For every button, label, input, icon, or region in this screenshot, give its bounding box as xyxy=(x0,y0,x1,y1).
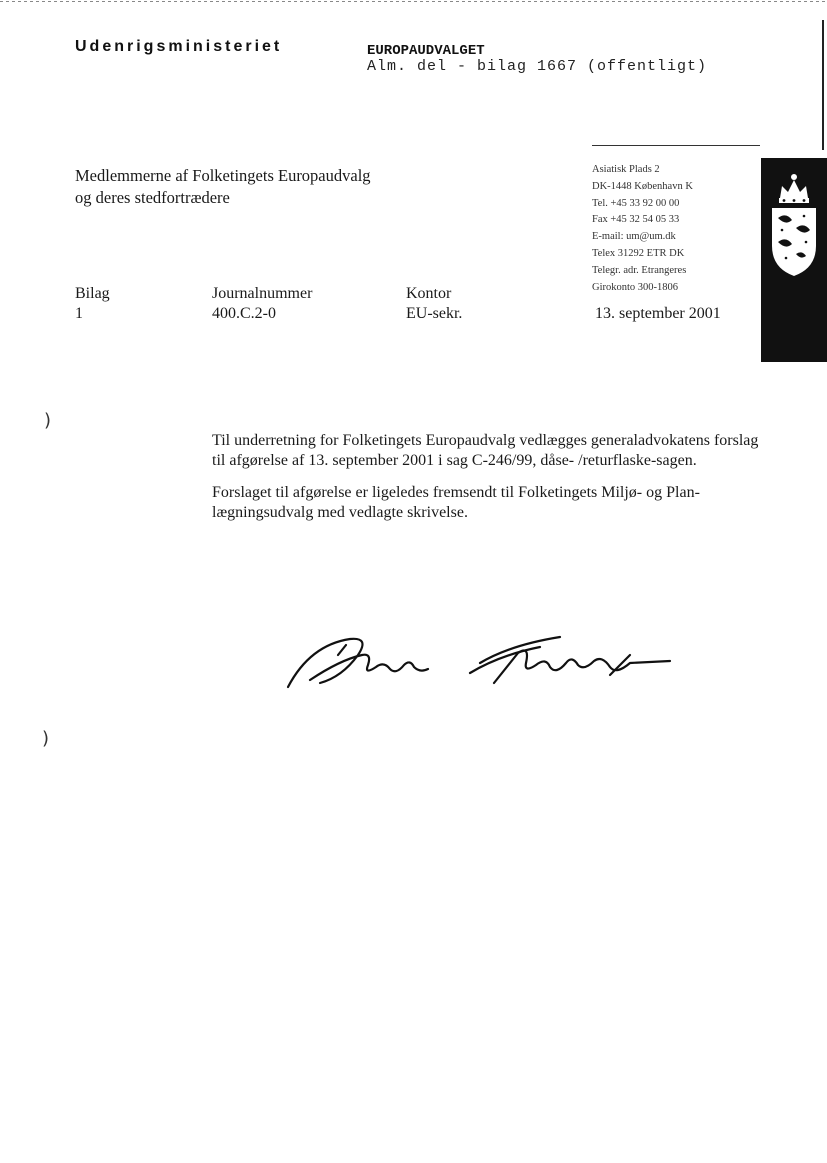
contact-giro: Girokonto 300-1806 xyxy=(592,281,679,293)
address-divider xyxy=(592,145,760,146)
letter-body xyxy=(212,431,772,535)
document-stamp: Alm. del - bilag 1667 (offentligt) xyxy=(367,58,708,75)
scan-edge-mark xyxy=(822,20,824,150)
journal-value: 400.C.2-0 xyxy=(212,305,276,322)
contact-telex: Telex 31292 ETR DK xyxy=(592,247,685,259)
kontor-value: EU-sekr. xyxy=(406,305,463,322)
recipient-block xyxy=(75,165,371,209)
contact-city: DK-1448 København K xyxy=(592,180,693,192)
body-paragraph-1: Til underretning for Folketingets Europaudvalg vedlægges generaladvokatens forslag til afgørelse af 13. september 2001 i sag C-246/99, dåse- /returflaske-sagen. xyxy=(212,432,759,469)
margin-mark: ) xyxy=(44,410,52,431)
contact-address: Asiatisk Plads 2 xyxy=(592,164,660,175)
contact-email: E-mail: um@um.dk xyxy=(592,231,676,243)
letter-date: 13. september 2001 xyxy=(595,305,721,322)
recipient-line-2: og deres stedfortrædere xyxy=(75,188,230,207)
bilag-label: Bilag xyxy=(75,285,110,302)
scan-edge-line xyxy=(0,1,827,2)
margin-mark: ) xyxy=(42,728,50,749)
contact-fax: Fax +45 32 54 05 33 xyxy=(592,214,680,226)
bilag-value: 1 xyxy=(75,305,83,322)
contact-telegram: Telegr. adr. Etrangeres xyxy=(592,264,687,276)
contact-block xyxy=(592,162,693,296)
ministry-name: Udenrigsministeriet xyxy=(75,38,283,55)
royal-crest-icon xyxy=(766,168,822,283)
body-paragraph-2: Forslaget til afgørelse er ligeledes fremsendt til Folketingets Miljø- og Plan-lægningsudvalg med vedlagte skrivelse. xyxy=(212,484,700,521)
committee-name: EUROPAUDVALGET xyxy=(367,43,485,59)
kontor-label: Kontor xyxy=(406,285,452,302)
contact-phone: Tel. +45 33 92 00 00 xyxy=(592,197,680,209)
signature-image xyxy=(280,625,680,700)
journal-label: Journalnummer xyxy=(212,285,313,302)
recipient-line-1: Medlemmerne af Folketingets Europaudvalg xyxy=(75,166,371,185)
